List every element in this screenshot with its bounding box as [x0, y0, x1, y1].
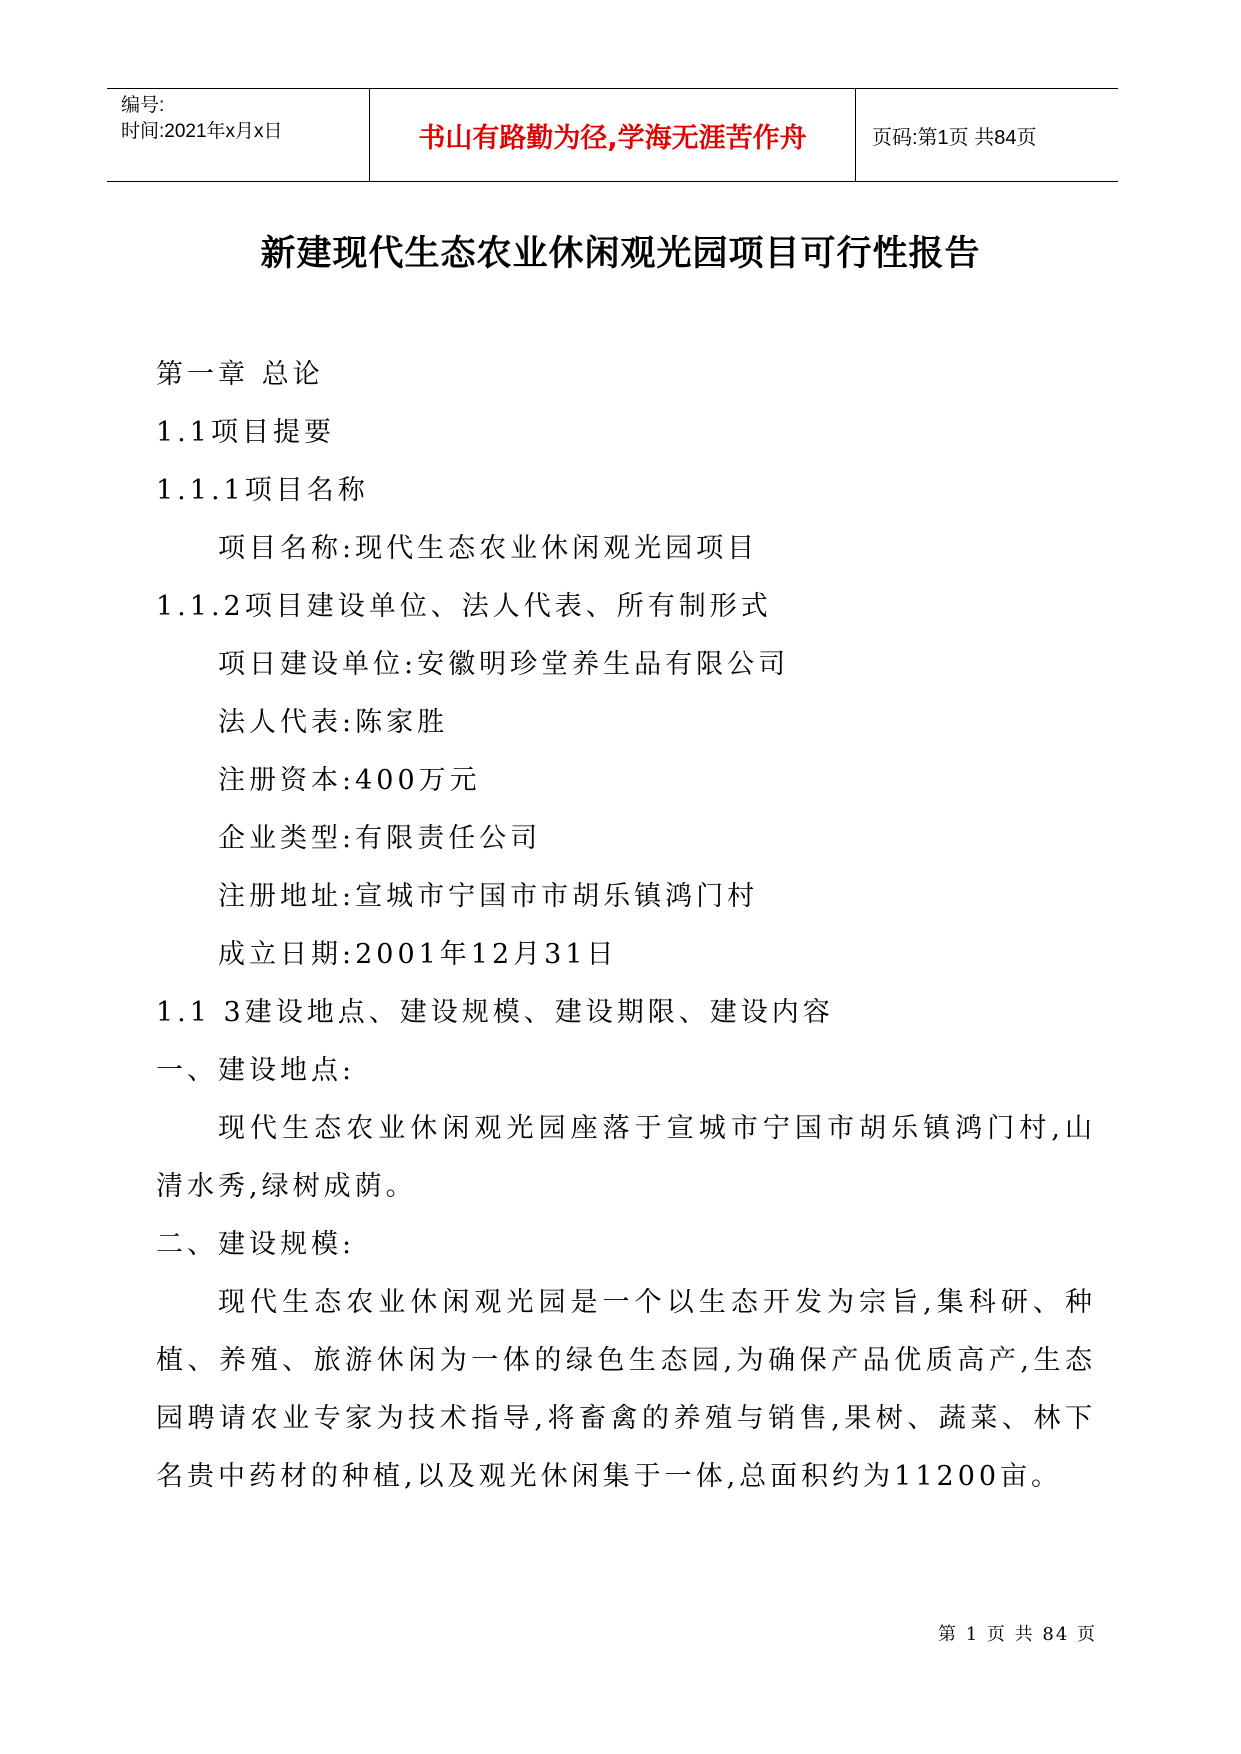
header-page-code: 页码:第1页 共84页 — [872, 126, 1037, 149]
location-paragraph: 现代生态农业休闲观光园座落于宣城市宁国市胡乐镇鸿门村,山清水秀,绿树成荫。 — [156, 1113, 1096, 1202]
subsection-heading: 1.1 3建设地点、建设规模、建设期限、建设内容 — [156, 997, 834, 1028]
header-meta — [107, 89, 370, 181]
subsection-heading: 1.1.1项目名称 — [156, 475, 369, 506]
chapter-heading: 第一章 总论 — [156, 359, 324, 390]
legal-rep-line: 法人代表:陈家胜 — [218, 707, 449, 738]
document-body — [156, 346, 1096, 1506]
project-name-line: 项目名称:现代生态农业休闲观光园项目 — [218, 533, 759, 564]
scale-paragraph: 现代生态农业休闲观光园是一个以生态开发为宗旨,集科研、种植、养殖、旅游休闲为一体的绿色生态园,为确保产品优质高产,生态园聘请农业专家为技术指导,将畜禽的养殖与销售,果树、蔬菜、林下名贵中药材的种植,以及观光休闲集于一体,总面积约为11200亩。 — [156, 1287, 1096, 1492]
header-motto: 书山有路勤为径,学海无涯苦作舟 — [370, 89, 856, 181]
subsection-heading: 1.1.2项目建设单位、法人代表、所有制形式 — [156, 591, 772, 622]
capital-line: 注册资本:400万元 — [218, 765, 481, 796]
date-label: 时间:2021年x月x日 — [121, 121, 283, 142]
page-header — [107, 88, 1118, 182]
founded-line: 成立日期:2001年12月31日 — [218, 939, 618, 970]
company-type-line: 企业类型:有限责任公司 — [218, 823, 542, 854]
address-line: 注册地址:宣城市宁国市市胡乐镇鸿门村 — [218, 881, 759, 912]
builder-line: 项日建设单位:安徽明珍堂养生品有限公司 — [218, 649, 790, 680]
document-title: 新建现代生态农业休闲观光园项目可行性报告 — [260, 234, 981, 274]
item-heading: 二、建设规模: — [156, 1229, 356, 1260]
section-heading: 1.1项目提要 — [156, 417, 335, 448]
page-footer: 第 1 页 共 84 页 — [938, 1624, 1097, 1645]
item-heading: 一、建设地点: — [156, 1055, 356, 1086]
code-label: 编号: — [121, 95, 165, 116]
